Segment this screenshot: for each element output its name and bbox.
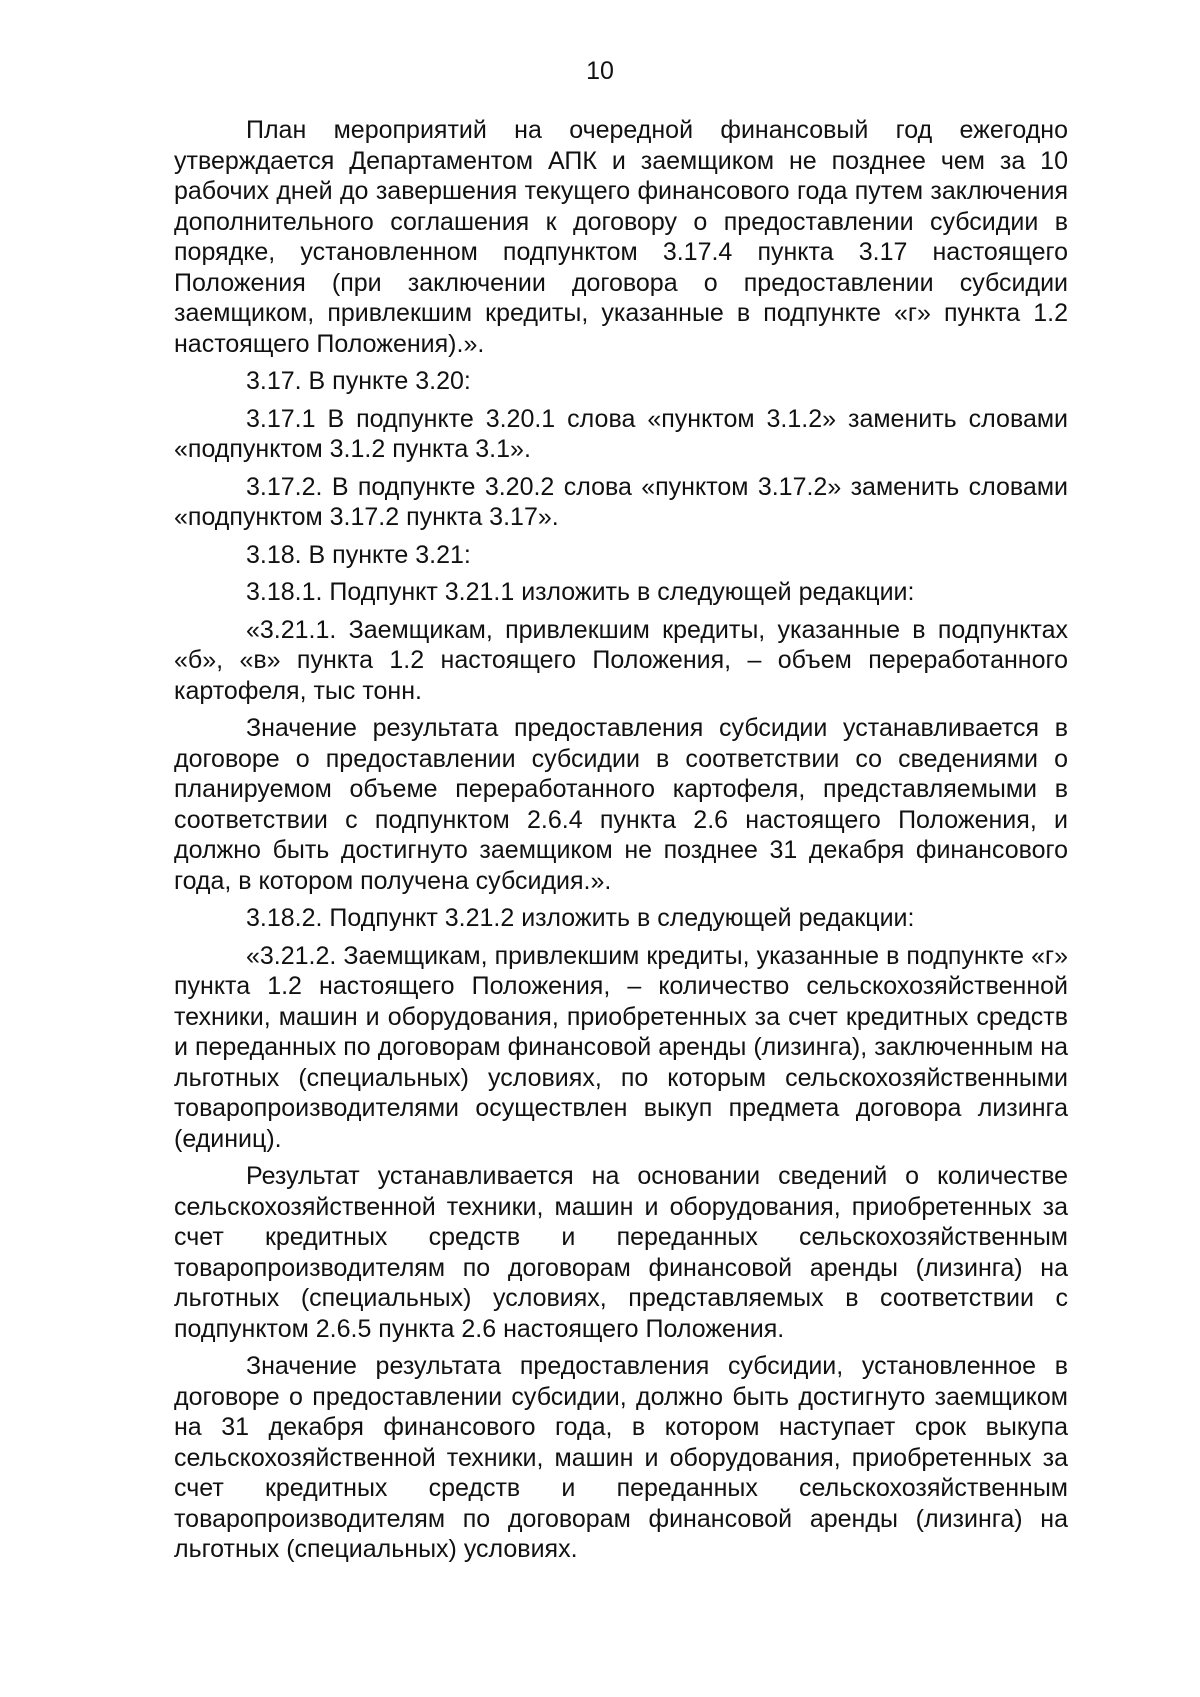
paragraph-result-basis: Результат устанавливается на основании сведений о количестве сельскохозяйственной техники, машин и оборудования, приобретенных за счет кредитных средств и переданных сельскохозяйственным товаропроизводителям по договорам финансовой аренды (лизинга) на льготных (специальных) условиях, представляемых в соответствии с подпунктом 2.6.5 пункта 2.6 настоящего Положения. bbox=[174, 1162, 1068, 1343]
document-body bbox=[174, 115, 1068, 1572]
paragraph-3-18-2: 3.18.2. Подпункт 3.21.2 изложить в следующей редакции: bbox=[246, 904, 915, 932]
page-number: 10 bbox=[586, 57, 614, 85]
paragraph-plan-measures: План мероприятий на очередной финансовый год ежегодно утверждается Департаментом АПК и заемщиком не позднее чем за 10 рабочих дней до завершения текущего финансового года путем заключения дополнительного соглашения к договору о предоставлении субсидии в порядке, установленном подпунктом 3.17.4 пункта 3.17 настоящего Положения (при заключении договора о предоставлении субсидии заемщиком, привлекшим кредиты, указанные в подпункте «г» пункта 1.2 настоящего Положения).». bbox=[174, 116, 1068, 358]
paragraph-3-17: 3.17. В пункте 3.20: bbox=[246, 367, 471, 395]
paragraph-3-21-2: «3.21.2. Заемщикам, привлекшим кредиты, указанные в подпункте «г» пункта 1.2 настоящего Положения, – количество сельскохозяйственной техники, машин и оборудования, приобретенных за счет кредитных средств и переданных по договорам финансовой аренды (лизинга), заключенным на льготных (специальных) условиях, по которым сельскохозяйственными товаропроизводителями осуществлен выкуп предмета договора лизинга (единиц). bbox=[174, 941, 1068, 1153]
paragraph-3-18: 3.18. В пункте 3.21: bbox=[246, 540, 471, 569]
paragraph-result-value-1: Значение результата предоставления субсидии устанавливается в договоре о предоставлении субсидии в соответствии со сведениями о планируемом объеме переработанного картофеля, представляемыми в соответствии с подпунктом 2.6.4 пункта 2.6 настоящего Положения, и должно быть достигнуто заемщиком не позднее 31 декабря финансового года, в котором получена субсидия.». bbox=[174, 714, 1068, 895]
paragraph-result-value-2: Значение результата предоставления субсидии, установленное в договоре о предоставлении субсидии, должно быть достигнуто заемщиком на 31 декабря финансового года, в котором наступает срок выкупа сельскохозяйственной техники, машин и оборудования, приобретенных за счет кредитных средств и переданных сельскохозяйственным товаропроизводителям по договорам финансовой аренды (лизинга) на льготных (специальных) условиях. bbox=[174, 1352, 1068, 1563]
paragraph-3-21-1: «3.21.1. Заемщикам, привлекшим кредиты, указанные в подпунктах «б», «в» пункта 1.2 настоящего Положения, – объем переработанного картофеля, тыс тонн. bbox=[174, 615, 1068, 705]
paragraph-3-17-1: 3.17.1 В подпункте 3.20.1 слова «пунктом 3.1.2» заменить словами «подпунктом 3.1.2 пункта 3.1». bbox=[174, 404, 1068, 463]
paragraph-3-17-2: 3.17.2. В подпункте 3.20.2 слова «пунктом 3.17.2» заменить словами «подпунктом 3.17.2 пункта 3.17». bbox=[174, 472, 1068, 531]
paragraph-3-18-1: 3.18.1. Подпункт 3.21.1 изложить в следующей редакции: bbox=[246, 578, 915, 606]
